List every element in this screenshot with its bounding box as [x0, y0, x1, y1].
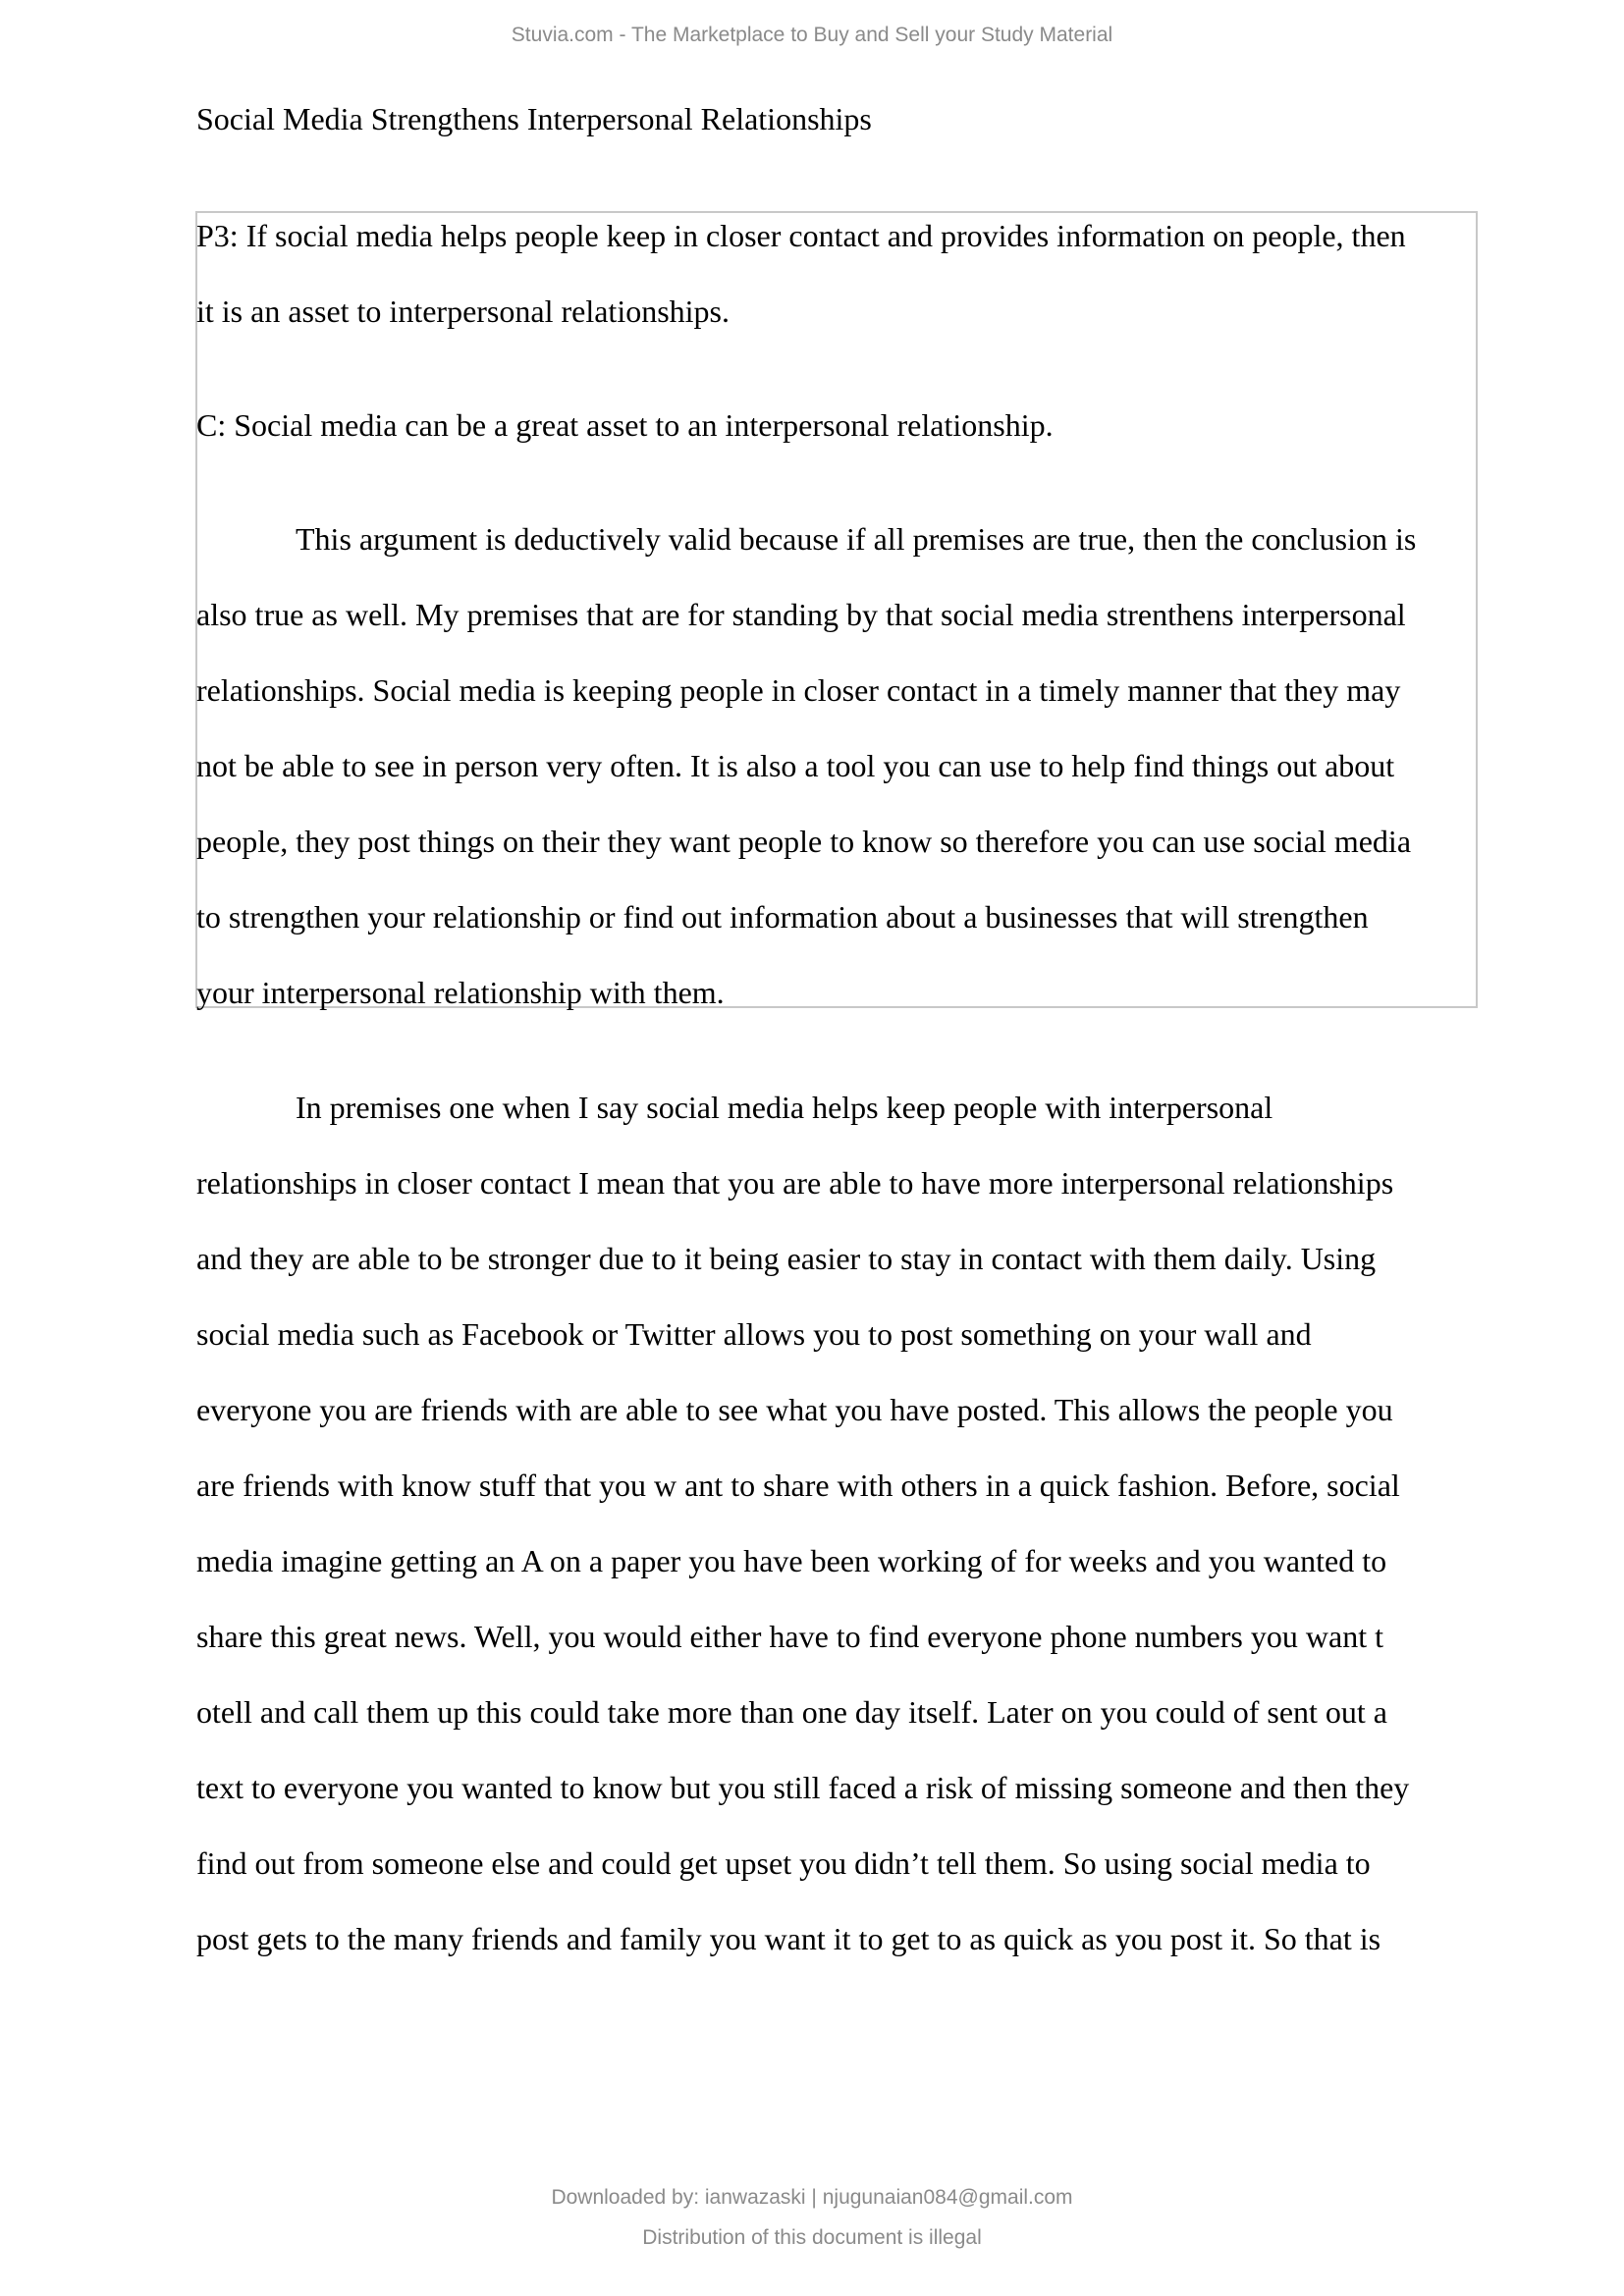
- validity-paragraph-line: your interpersonal relationship with them.: [196, 975, 725, 1010]
- body-paragraph-line: everyone you are friends with are able to see what you have posted. This allows the people you: [196, 1392, 1393, 1427]
- premise-3-line-1: P3: If social media helps people keep in closer contact and provides information on people, then: [196, 218, 1406, 253]
- body-paragraph-line: are friends with know stuff that you w ant to share with others in a quick fashion. Before, social: [196, 1468, 1400, 1503]
- validity-paragraph-line: not be able to see in person very often. It is also a tool you can use to help find things out about: [196, 748, 1395, 783]
- body-paragraph-line: In premises one when I say social media helps keep people with interpersonal: [296, 1090, 1273, 1125]
- body-paragraph-line: relationships in closer contact I mean that you are able to have more interpersonal relationships: [196, 1165, 1394, 1201]
- validity-paragraph-line: to strengthen your relationship or find out information about a businesses that will strengthen: [196, 899, 1369, 934]
- body-paragraph-line: find out from someone else and could get upset you didn’t tell them. So using social media to: [196, 1845, 1371, 1881]
- body-paragraph-line: text to everyone you wanted to know but you still faced a risk of missing someone and then they: [196, 1770, 1410, 1805]
- validity-paragraph-line: relationships. Social media is keeping people in closer contact in a timely manner that they may: [196, 672, 1401, 708]
- body-paragraph-line: share this great news. Well, you would either have to find everyone phone numbers you want t: [196, 1619, 1383, 1654]
- body-paragraph-line: social media such as Facebook or Twitter allows you to post something on your wall and: [196, 1316, 1312, 1352]
- distribution-notice-watermark: Distribution of this document is illegal: [642, 2226, 982, 2249]
- validity-paragraph-line: This argument is deductively valid because if all premises are true, then the conclusion is: [296, 521, 1417, 557]
- body-paragraph-line: and they are able to be stronger due to it being easier to stay in contact with them daily. Using: [196, 1241, 1377, 1276]
- stuvia-header-watermark: Stuvia.com - The Marketplace to Buy and Sell your Study Material: [511, 24, 1113, 46]
- body-paragraph-line: post gets to the many friends and family you want it to get to as quick as you post it. So that is: [196, 1921, 1381, 1956]
- validity-paragraph-line: people, they post things on their they want people to know so therefore you can use social media: [196, 824, 1412, 859]
- premise-3-line-2: it is an asset to interpersonal relationships.: [196, 294, 730, 329]
- conclusion-line: C: Social media can be a great asset to an interpersonal relationship.: [196, 407, 1054, 443]
- body-paragraph-line: media imagine getting an A on a paper you have been working of for weeks and you wanted to: [196, 1543, 1387, 1578]
- page-title: Social Media Strengthens Interpersonal Relationships: [196, 101, 872, 136]
- validity-paragraph-line: also true as well. My premises that are for standing by that social media strenthens interpersonal: [196, 597, 1406, 632]
- downloaded-by-watermark: Downloaded by: ianwazaski | njugunaian084@gmail.com: [551, 2186, 1073, 2209]
- body-paragraph-line: otell and call them up this could take more than one day itself. Later on you could of sent out a: [196, 1694, 1387, 1730]
